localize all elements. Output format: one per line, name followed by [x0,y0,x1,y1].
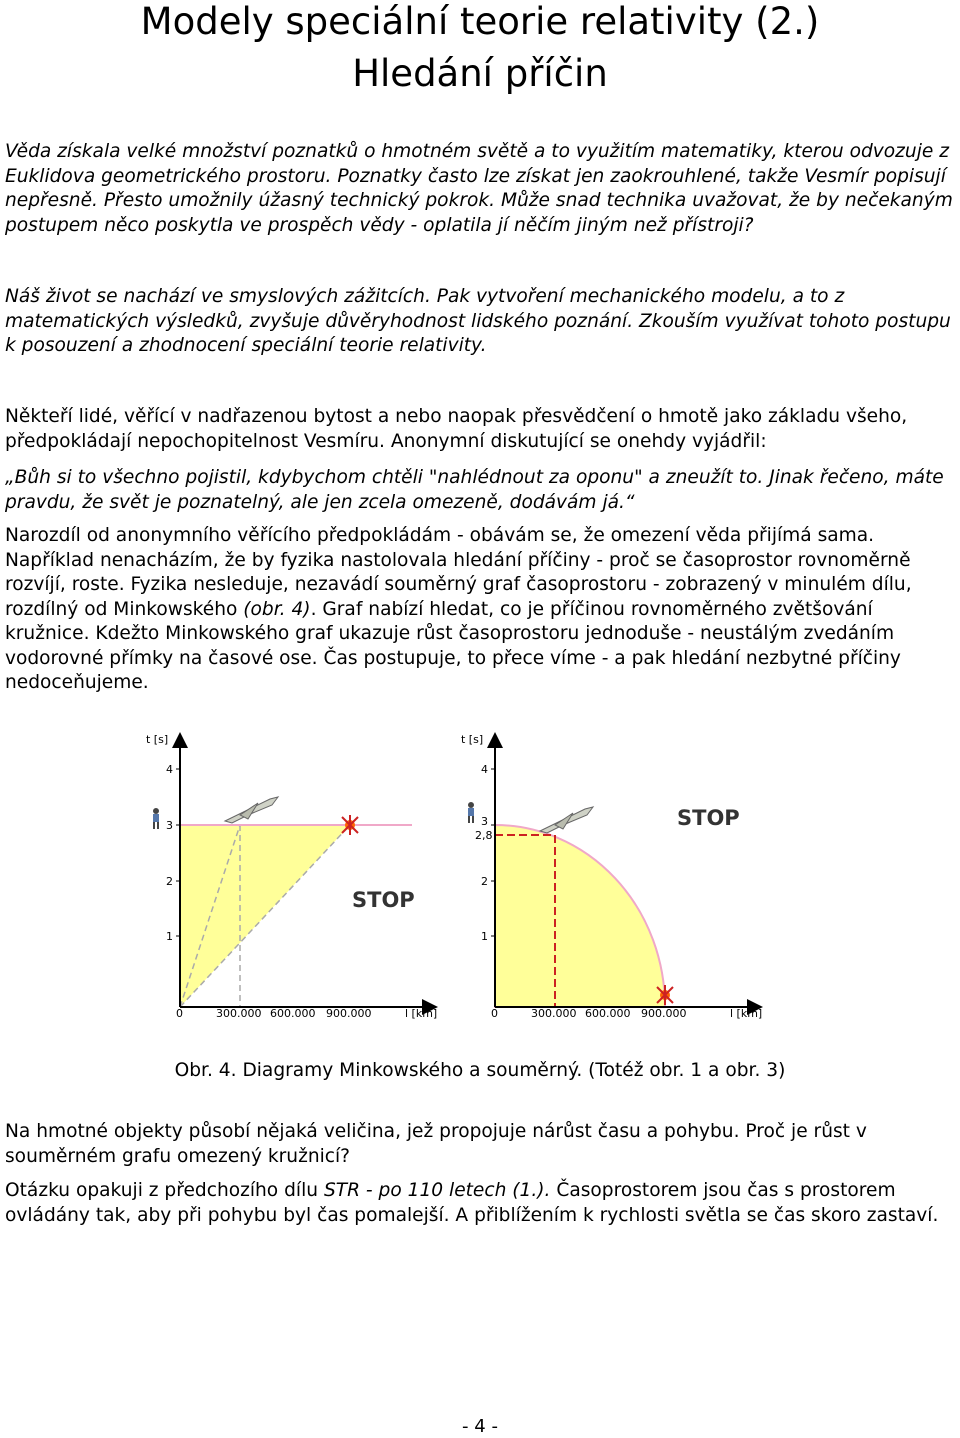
x-tick: 900.000 [641,1007,687,1020]
y-axis-label: t [s] [146,733,169,746]
stop-label: STOP [677,806,740,830]
x-tick: 0 [491,1007,498,1020]
x-tick: 0 [176,1007,183,1020]
x-axis-label: l [km] [405,1007,438,1020]
intro-paragraph-1: Věda získala velké množství poznatků o hmotném světě a to využitím matematiky, kterou odvozuje z Euklidova geometrického prostoru. Poznatky často lze získat jen zaokrouhlené, takže Vesmír popisují nepřesně. Přesto umožnily úžasný technický pokrok. Může snad technika uvažovat, že by nečekaným postupem něco poskytla ve prospěch vědy - oplatila jí něčím jiným než přístroji? [5,141,953,236]
y-tick: 3 [166,819,173,832]
person-icon [468,802,474,823]
x-tick: 600.000 [585,1007,631,1020]
minkowski-diagram [140,725,440,1039]
x-tick: 300.000 [216,1007,262,1020]
page-subtitle: Hledání příčin [352,52,608,95]
stop-label: STOP [352,888,415,912]
intro-paragraph-2: Náš život se nachází ve smyslových zážitcích. Pak vytvoření mechanického modelu, a to z matematických výsledků, zvyšuje důvěryhodnost lidského poznání. Zkouším využívat tohoto postupu k posouzení a zhodnocení speciální teorie relativity. [5,286,951,356]
y-axis-label: t [s] [461,733,484,746]
symmetric-diagram [455,725,775,1039]
body-paragraph-4-text-a: Otázku opakuji z předchozího dílu [5,1180,324,1201]
person-icon [153,808,159,829]
quote-paragraph: „Bůh si to všechno pojistil, kdybychom chtěli "nahlédnout za oponu" a zneužít to. Jinak řečeno, máte pravdu, že svět je poznatelný, ale jen zcela omezeně, dodávám já.“ [5,467,944,513]
figure-reference: (obr. 4) [243,598,311,620]
x-tick: 600.000 [270,1007,316,1020]
page-title: Modely speciální teorie relativity (2.) [140,0,820,43]
body-paragraph-1: Někteří lidé, věřící v nadřazenou bytost a nebo naopak přesvědčení o hmotě jako základu všeho, předpokládají nepochopitelnost Vesmíru. Anonymní diskutující se onehdy vyjádřil: [5,406,908,452]
body-paragraph-4-text-b: Časoprostorem jsou čas s prostorem ovládány tak, aby při pohybu byl čas pomalejší. A přiblížením k rychlosti světla se čas skoro zastaví. [5,1180,939,1226]
x-tick: 300.000 [531,1007,577,1020]
figure-caption: Obr. 4. Diagramy Minkowského a souměrný. (Totéž obr. 1 a obr. 3) [174,1060,786,1081]
y-tick: 4 [166,763,173,776]
quarter-circle-area [495,825,665,1007]
y-tick: 3 [481,815,488,828]
jet-plane-icon [225,797,278,823]
body-paragraph-3: Na hmotné objekty působí nějaká veličina, jež propojuje nárůst času a pohybu. Proč je růst v souměrném grafu omezený kružnicí? [5,1121,867,1167]
y-tick: 1 [166,930,173,943]
article-reference: STR - po 110 letech (1.). [323,1180,551,1201]
body-paragraph-2-text-a: Narozdíl od anonymního věřícího předpokládám - obávám se, že omezení věda přijímá sama. Například nenacházím, že by fyzika nastolovala hledání příčiny - proč se časoprostor rovnoměrně rozvíjí, roste. Fyzika nesleduje, nezavádí souměrný graf časoprostoru - zobrazený v minulém dílu, rozdílný od Minkowského [5,525,912,620]
x-tick: 900.000 [326,1007,372,1020]
body-paragraph-2-text-b: . Graf nabízí hledat, co je příčinou rovnoměrného zvětšování kružnice. Kdežto Minkowského graf ukazuje růst časoprostoru jednoduše - neustálým zvedáním vodorovné přímky na časové ose. Čas postupuje, to přece víme - a pak hledání nezbytné příčiny nedoceňujeme. [5,598,901,693]
y-tick: 2 [481,875,488,888]
page-number: - 4 - [462,1416,498,1437]
body-paragraph-2 [5,524,955,696]
jet-plane-icon [540,807,593,833]
x-axis-label: l [km] [730,1007,763,1020]
y-tick: 2 [166,875,173,888]
y-tick: 2,8 [475,829,493,842]
y-tick: 1 [481,930,488,943]
y-tick: 4 [481,763,488,776]
body-paragraph-4 [5,1179,955,1228]
